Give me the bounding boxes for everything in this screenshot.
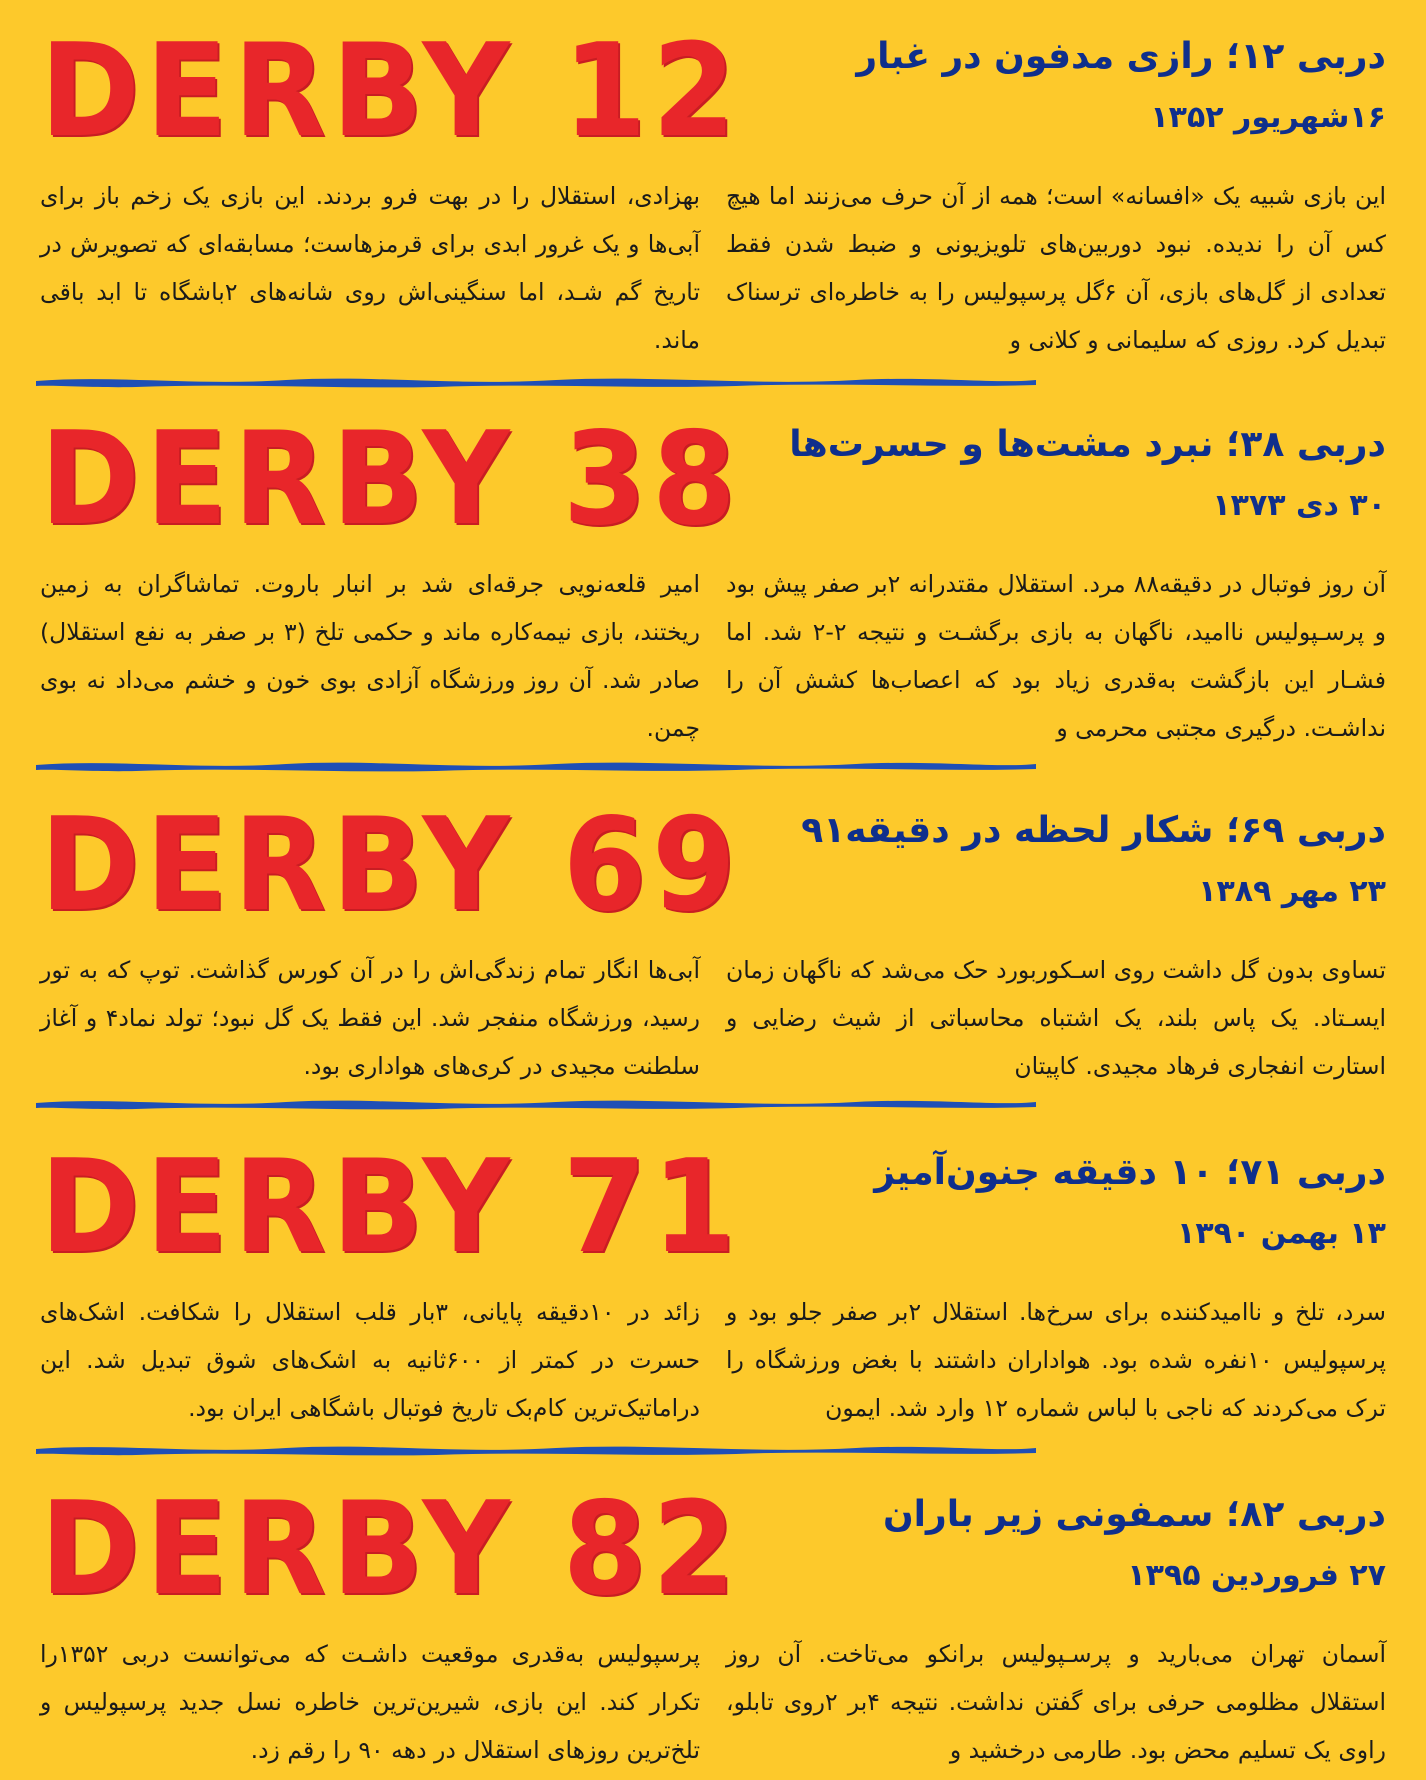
derby-82-text-right: آسمان تهران می‌بارید و پرسـپولیس برانکو می‌تاخت. آن روز استقلال مظلومی حرفی برای گفتن نداشت. نتیجه ۴بر ۲روی تابلو، راوی یک تسلیم محض بود. طارمی درخشید و (726, 1640, 1386, 1764)
derby-12-title: دربی ۱۲؛ رازی مدفون در غبار (856, 36, 1386, 77)
derby-71-text-right: سرد، تلخ و ناامیدکننده برای سرخ‌ها. استقلال ۲بر صفر جلو بود و پرسپولیس ۱۰نفره شده بود. هواداران داشتند با بغض ورزشگاه را ترک می‌کردند که ناجی با لباس شماره ۱۲ وارد شد. ایمون (726, 1298, 1386, 1422)
derby-71-date: ۱۳ بهمن ۱۳۹۰ (1177, 1216, 1386, 1251)
derby-38-text-left: امیر قلعه‌نویی جرقه‌ای شد بر انبار باروت. تماشاگران به زمین ریختند، بازی نیمه‌کاره ماند و حکمی تلخ (۳ بر صفر به نفع استقلال) صادر شد. آن روز ورزشگاه آزادی بوی خون و خشم می‌داد نه بوی چمن. (40, 570, 701, 742)
derby-69-title: دربی ۶۹؛ شکار لحظه در دقیقه۹۱ (801, 810, 1386, 851)
derby-82-logo: DERBY 82 (40, 1475, 742, 1624)
derby-71-logo: DERBY 71 (40, 1133, 742, 1282)
derby-38-logo: DERBY 38 (40, 405, 742, 554)
derby-38-date: ۳۰ دی ۱۳۷۳ (1212, 488, 1386, 523)
section-divider (36, 1094, 1036, 1112)
derby-69-logo: DERBY 69 (40, 791, 742, 940)
derby-82-text-left: پرسپولیس به‌قدری موقعیت داشـت که می‌توانست دربی ۱۳۵۲را تکرار کند. این بازی، شیرین‌ترین خاطره نسل جدید پرسپولیس و تلخ‌ترین روزهای استقلال در دهه ۹۰ را رقم زد. (40, 1640, 700, 1764)
derby-71-title: دربی ۷۱؛ ۱۰ دقیقه جنون‌آمیز (874, 1152, 1386, 1193)
derby-69-text-left: آبی‌ها انگار تمام زندگی‌اش را در آن کورس گذاشت. توپ که به تور رسید، ورزشگاه منفجر شد. این فقط یک گل نبود؛ تولد نماد۴ و آغاز سلطنت مجیدی در کری‌های هواداری بود. (40, 956, 700, 1080)
derby-12-date: ۱۶شهریور ۱۳۵۲ (1150, 100, 1386, 135)
derby-69-text-right: تساوی بدون گل داشت روی اسـکوربورد حک می‌شد که ناگهان زمان ایسـتاد. یک پاس بلند، یک اشتباه محاسباتی از شیث رضایی و استارت انفجاری فرهاد مجیدی. کاپیتان (726, 956, 1386, 1080)
derby-12-text-left: بهزادی، استقلال را در بهت فرو بردند. این بازی یک زخم باز برای آبی‌ها و یک غرور ابدی برای قرمزهاست؛ مسابقه‌ای که تصویرش در تاریخ گم شـد، اما سنگینی‌اش روی شانه‌های ۲باشگاه تا ابد باقی ماند. (40, 182, 701, 354)
section-divider (36, 1440, 1036, 1458)
derby-71-text-left: زائد در ۱۰دقیقه پایانی، ۳بار قلب استقلال را شکافت. اشک‌های حسرت در کمتر از ۶۰۰ثانیه به اشک‌های شوق تبدیل شد. این دراماتیک‌ترین کام‌بک تاریخ فوتبال باشگاهی ایران بود. (40, 1298, 700, 1422)
derby-38-text-right: آن روز فوتبال در دقیقه۸۸ مرد. استقلال مقتدرانه ۲بر صفر پیش بود و پرسـپولیس ناامید، ناگهان به بازی برگشـت و نتیجه ۲-۲ شد. اما فشـار این بازگشت به‌قدری زیاد بود که اعصاب‌ها کشش آن را نداشـت. درگیری مجتبی محرمی و (726, 570, 1386, 742)
derby-82-date: ۲۷ فروردین ۱۳۹۵ (1127, 1558, 1386, 1593)
derby-12-text-right: این بازی شبیه یک «افسانه» است؛ همه از آن حرف می‌زنند اما هیچ کس آن را ندیده. نبود دوربین‌های تلویزیونی و ضبط شدن فقط تعدادی از گل‌های بازی، آن ۶گل پرسپولیس را به خاطره‌ای ترسناک تبدیل کرد. روزی که سلیمانی و کلانی و (726, 182, 1386, 354)
section-divider (36, 756, 1036, 774)
derby-82-title: دربی ۸۲؛ سمفونی زیر باران (882, 1494, 1386, 1535)
derby-38-title: دربی ۳۸؛ نبرد مشت‌ها و حسرت‌ها (789, 424, 1386, 465)
derby-12-logo: DERBY 12 (40, 17, 742, 166)
derby-69-date: ۲۳ مهر ۱۳۸۹ (1198, 874, 1386, 909)
section-divider (36, 372, 1036, 390)
